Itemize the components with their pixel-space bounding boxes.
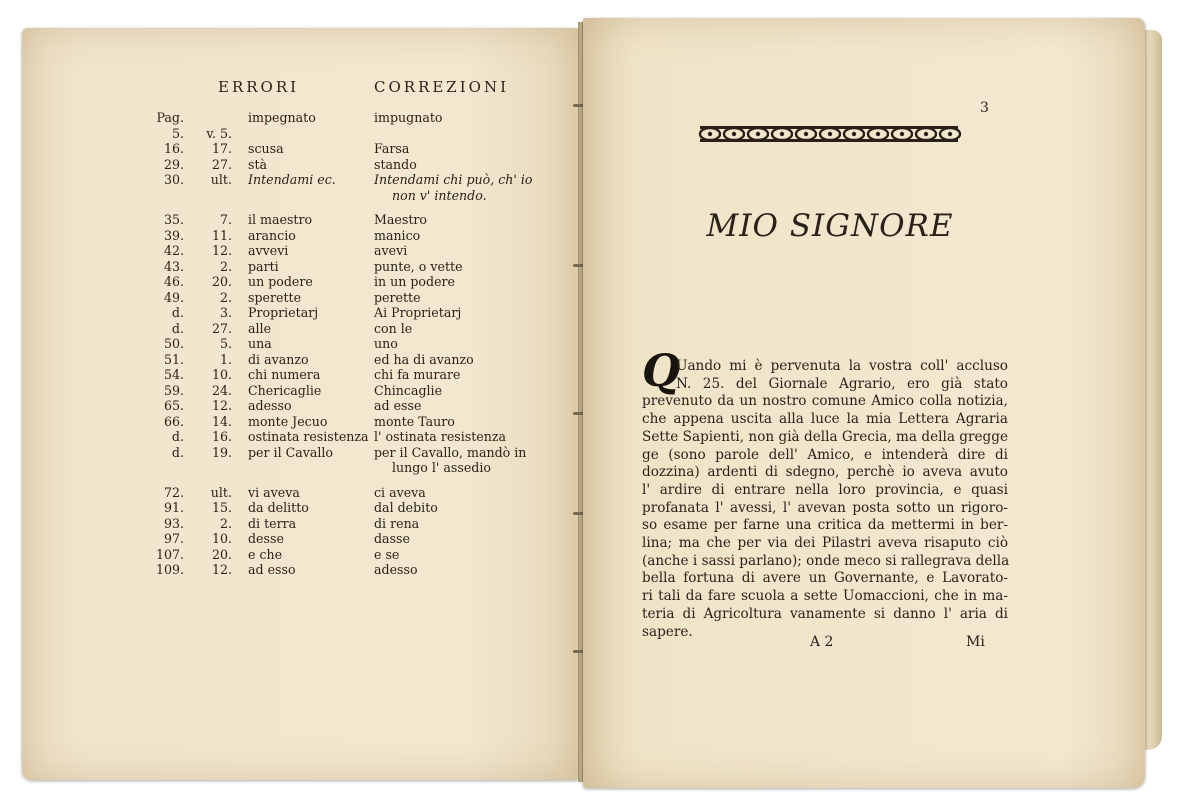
errata-error: sperette — [248, 289, 302, 305]
errata-reference — [148, 321, 240, 337]
errata-error: di avanzo — [248, 351, 309, 367]
ornament-dot — [756, 132, 760, 136]
errata-correction: ci aveva — [374, 484, 426, 500]
errata-line: 17. — [211, 141, 232, 156]
errata-correction: ed ha di avanzo — [374, 351, 474, 367]
errata-reference — [148, 531, 240, 547]
errata-row — [148, 157, 552, 173]
errata-correction: dasse — [374, 531, 410, 546]
body-line: l' ardire di entrare nella loro provincia, e quasi — [642, 481, 1008, 498]
errata-row — [148, 429, 552, 445]
errata-correction: adesso — [374, 562, 418, 577]
errata-line: 12. — [211, 243, 232, 258]
body-line: teria di Agricoltura vanamente si danno l' aria di — [642, 605, 1008, 622]
ornament-dot — [876, 132, 880, 136]
errata-reference — [148, 228, 240, 244]
signature-mark: A 2 — [810, 634, 834, 650]
errata-row — [148, 336, 552, 352]
errata-reference — [148, 367, 240, 383]
errata-correction: monte Tauro — [374, 413, 455, 429]
errata-row — [148, 259, 552, 275]
ornament-dot — [780, 132, 784, 136]
row-spacer — [148, 203, 552, 212]
errata-error: arancio — [248, 227, 296, 243]
errata-line: v. 5. — [206, 125, 232, 141]
errata-line: 19. — [211, 444, 232, 460]
errata-correction: con le — [374, 320, 413, 336]
body-line: che appena uscita alla luce la mia Lettera Agraria — [642, 411, 1008, 428]
errata-error: ad esso — [248, 562, 296, 577]
errata-error: stà — [248, 156, 268, 172]
ornament-dot — [804, 132, 808, 136]
errata-page: 29. — [163, 156, 184, 172]
body-line: prevenuto da un nostro comune Amico colla notizia, — [642, 393, 1008, 410]
errata-line: 12. — [211, 398, 232, 413]
errata-row — [148, 352, 552, 368]
errata-row — [148, 414, 552, 430]
errata-correction: dal debito — [374, 500, 438, 515]
ornament-dot — [900, 132, 904, 136]
ornament-dot — [924, 132, 928, 136]
errata-page: 54. — [163, 367, 184, 382]
errata-error: di terra — [248, 515, 297, 531]
errata-row — [148, 321, 552, 337]
errata-row — [148, 228, 552, 244]
errata-line: 11. — [211, 227, 232, 243]
errata-correction: per il Cavallo, mandò in — [374, 444, 527, 460]
errata-line: 27. — [211, 156, 232, 172]
errata-line: 5. — [219, 336, 232, 351]
errata-error: e che — [248, 546, 283, 562]
errata-row — [148, 562, 552, 578]
errata-page: d. — [171, 429, 184, 444]
errata-error: un podere — [248, 274, 313, 289]
errata-reference — [148, 157, 240, 173]
errata-row — [148, 172, 552, 188]
errata-error: il maestro — [248, 212, 313, 227]
errata-row — [148, 531, 552, 547]
errata-page: d. — [171, 320, 184, 336]
errata-correction: in un podere — [374, 274, 455, 289]
errata-line: 2. — [219, 289, 232, 305]
errata-correction: avevi — [374, 243, 408, 258]
errata-error: Intendami ec. — [248, 172, 336, 187]
body-line: Sette Sapienti, non già della Grecia, ma della gregge — [642, 428, 1008, 445]
errata-row — [148, 290, 552, 306]
errata-reference — [148, 460, 240, 476]
errata-row — [148, 367, 552, 383]
errata-line: 20. — [211, 274, 232, 289]
errata-reference — [148, 305, 240, 321]
errata-reference — [148, 445, 240, 461]
errata-page: 39. — [163, 227, 184, 243]
catchword: Mi — [966, 634, 985, 650]
errata-page: 30. — [163, 172, 184, 187]
errata-error: per il Cavallo — [248, 444, 334, 460]
errata-reference — [148, 336, 240, 352]
errata-line: ult. — [210, 484, 232, 500]
errata-page: 35. — [163, 212, 184, 227]
errata-correction: Farsa — [374, 141, 410, 156]
errata-reference — [148, 547, 240, 563]
errata-error: desse — [248, 531, 284, 546]
errata-reference — [148, 429, 240, 445]
errata-error: ostinata resistenza — [248, 429, 369, 444]
errata-error: avvevi — [248, 243, 289, 258]
errata-page: 42. — [163, 243, 184, 258]
row-spacer — [148, 476, 552, 485]
page-number: 3 — [980, 100, 989, 116]
body-line: Uando mi è pervenuta la vostra coll' accluso — [676, 358, 1008, 374]
errata-reference — [148, 352, 240, 368]
errata-error: chi numera — [248, 367, 321, 382]
errata-reference — [148, 110, 240, 141]
errata-page: 97. — [163, 531, 184, 546]
errata-line: 16. — [211, 429, 232, 444]
errata-row — [148, 110, 552, 141]
errata-correction: uno — [374, 336, 398, 351]
errata-error: da delitto — [248, 500, 309, 515]
errata-page: 50. — [163, 336, 184, 351]
errata-row — [148, 305, 552, 321]
errata-line: 27. — [211, 320, 232, 336]
errata-error — [240, 188, 374, 204]
errata-line: 2. — [219, 515, 232, 531]
errata-list — [148, 110, 552, 578]
errata-page: 93. — [163, 515, 184, 531]
errata-line: ult. — [210, 172, 232, 187]
printers-ornament — [696, 112, 962, 156]
errata-row — [148, 188, 552, 204]
body-line: sapere. — [642, 623, 693, 640]
ornament-dot — [948, 132, 952, 136]
errata-correction: Intendami chi può, ch' io — [374, 172, 533, 187]
errata-correction: Maestro — [374, 212, 427, 227]
errata-reference — [148, 414, 240, 430]
errata-correction: chi fa murare — [374, 367, 461, 382]
errata-line: 20. — [211, 546, 232, 562]
errata-reference — [148, 243, 240, 259]
errata-error: alle — [248, 320, 272, 336]
errata-correction: manico — [374, 227, 421, 243]
body-line: ge (sono parole dell' Amico, e intenderà dire di — [642, 446, 1008, 463]
errata-reference — [148, 516, 240, 532]
body-line: N. 25. del Giornale Agrario, ero già stato — [676, 375, 1008, 392]
corrections-heading: CORREZIONI — [374, 78, 510, 96]
errata-page: d. — [171, 444, 184, 460]
ornament-dot — [732, 132, 736, 136]
errata-error: impegnato — [248, 110, 316, 125]
body-line: bella fortuna di avere un Governante, e Lavorato- — [642, 570, 1008, 587]
page-title: MIO SIGNORE — [706, 208, 954, 244]
errata-correction: l' ostinata resistenza — [374, 429, 507, 444]
errata-row — [148, 141, 552, 157]
errata-correction: punte, o vette — [374, 258, 463, 274]
errata-correction: lungo l' assedio — [392, 460, 491, 475]
body-line: lina; ma che per via dei Pilastri aveva risaputo ciò — [642, 535, 1008, 552]
errata-correction: non v' intendo. — [392, 187, 487, 203]
errata-error: parti — [248, 258, 279, 274]
errata-correction: Chincaglie — [374, 382, 443, 398]
errata-correction: ad esse — [374, 398, 422, 413]
errata-correction: perette — [374, 289, 421, 305]
errata-reference — [148, 172, 240, 188]
letter-body — [642, 358, 1008, 641]
errata-correction: stando — [374, 156, 417, 172]
errata-page: 107. — [155, 546, 184, 562]
errata-page: 43. — [163, 258, 184, 274]
errata-row — [148, 516, 552, 532]
errata-error: scusa — [248, 141, 284, 156]
errata-error: adesso — [248, 398, 292, 413]
errata-error: vi aveva — [248, 484, 300, 500]
errata-correction: Ai Proprietarj — [374, 305, 462, 320]
errata-reference — [148, 141, 240, 157]
errata-error: Chericaglie — [248, 382, 322, 398]
errata-page: 66. — [163, 413, 184, 429]
errata-row — [148, 445, 552, 461]
body-line: dozzina) ardenti di sdegno, perchè io aveva avuto — [642, 464, 1008, 481]
errata-page: 65. — [163, 398, 184, 413]
errata-row — [148, 212, 552, 228]
errata-page: 72. — [163, 484, 184, 500]
errata-row — [148, 460, 552, 476]
errata-reference — [148, 290, 240, 306]
errata-reference — [148, 212, 240, 228]
errata-page: 91. — [163, 500, 184, 515]
errata-line: 2. — [219, 258, 232, 274]
errata-page: 46. — [163, 274, 184, 289]
errata-line: 24. — [211, 382, 232, 398]
errata-line: 7. — [219, 212, 232, 227]
errors-heading: ERRORI — [218, 78, 300, 96]
errata-error — [240, 460, 374, 476]
body-line: ri tali da fare scuola a sette Uomaccioni, che in ma- — [642, 588, 1008, 605]
errata-page: Pag. 5. — [156, 110, 184, 141]
errata-line: 10. — [211, 367, 232, 382]
errata-line: 10. — [211, 531, 232, 546]
errata-reference — [148, 562, 240, 578]
ornament-dot — [852, 132, 856, 136]
errata-reference — [148, 500, 240, 516]
errata-reference — [148, 274, 240, 290]
errata-page: 49. — [163, 289, 184, 305]
errata-error: una — [248, 336, 272, 351]
errata-row — [148, 547, 552, 563]
errata-row — [148, 500, 552, 516]
errata-reference — [148, 188, 240, 204]
errata-correction: e se — [374, 546, 400, 562]
errata-page: 16. — [163, 141, 184, 156]
ornament-dot — [828, 132, 832, 136]
errata-line: 1. — [219, 351, 232, 367]
errata-row — [148, 383, 552, 399]
errata-line: 15. — [211, 500, 232, 515]
errata-row — [148, 485, 552, 501]
errata-correction: impugnato — [374, 110, 443, 125]
errata-reference — [148, 398, 240, 414]
errata-line: 12. — [211, 562, 232, 577]
body-line: profanata l' avessi, l' avevan posta sotto un rigoro- — [642, 499, 1008, 516]
drop-cap: Q — [642, 346, 681, 397]
ornament-dot — [708, 132, 712, 136]
errata-correction: di rena — [374, 515, 420, 531]
errata-line: 14. — [211, 413, 232, 429]
errata-page: 109. — [155, 562, 184, 577]
errata-reference — [148, 259, 240, 275]
errata-page: d. — [171, 305, 184, 320]
errata-row — [148, 243, 552, 259]
errata-line: 3. — [219, 305, 232, 320]
errata-reference — [148, 485, 240, 501]
errata-error: monte Jecuo — [248, 413, 328, 429]
errata-error: Proprietarj — [248, 305, 319, 320]
body-line: (anche i sassi parlano); onde meco si rallegrava della — [642, 552, 1010, 569]
errata-page: 59. — [163, 382, 184, 398]
errata-row — [148, 398, 552, 414]
errata-page: 51. — [163, 351, 184, 367]
body-line: so esame per farne una critica da mettermi in ber- — [642, 517, 1008, 534]
errata-reference — [148, 383, 240, 399]
errata-row — [148, 274, 552, 290]
